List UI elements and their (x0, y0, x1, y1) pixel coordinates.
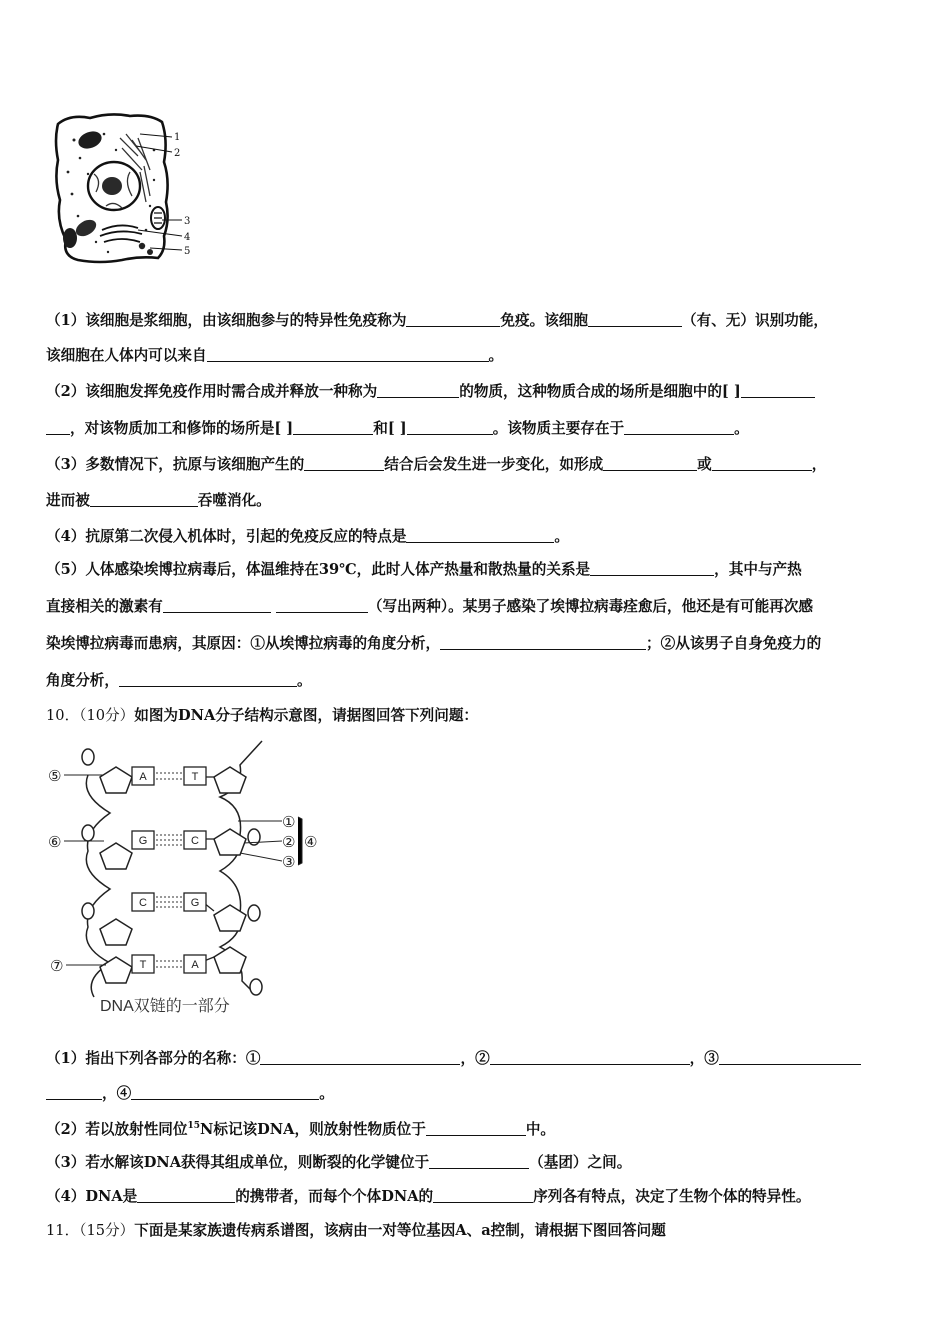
answer-blank[interactable] (406, 311, 500, 327)
q10-part1-line2: ，④ 。 (46, 1084, 334, 1104)
q11-number: 11．（15分） (46, 1222, 135, 1239)
cell-label-5: 5 (184, 246, 191, 257)
base-C: C (191, 835, 199, 847)
dna-label-3: ③ (282, 853, 296, 871)
answer-blank[interactable] (90, 491, 198, 507)
answer-blank[interactable] (304, 455, 384, 471)
base-G: G (190, 897, 200, 909)
answer-blank[interactable] (712, 455, 812, 471)
answer-blank[interactable] (490, 1049, 690, 1065)
q9-part5-line4: 角度分析， 。 (46, 672, 312, 689)
base-G: G (138, 835, 148, 847)
dna-label-4: ④ (304, 833, 318, 851)
q10-part1-line1: （1）指出下列各部分的名称：① ，② ，③ (46, 1049, 861, 1069)
answer-blank[interactable] (588, 311, 682, 327)
cell-label-3: 3 (184, 216, 191, 227)
q9-part4: （4）抗原第二次侵入机体时，引起的免疫反应的特点是 。 (46, 528, 570, 545)
answer-blank[interactable] (119, 671, 297, 687)
answer-blank[interactable] (46, 419, 70, 435)
q9-part5-line1: （5）人体感染埃博拉病毒后，体温维持在39℃，此时人体产热量和散热量的关系是 ，其中与产热 (46, 561, 802, 578)
answer-blank[interactable] (426, 1120, 526, 1136)
q9-part2-line1: （2）该细胞发挥免疫作用时需合成并释放一种称为 的物质，这种物质合成的场所是细胞中的[ ] (46, 382, 815, 402)
answer-blank[interactable] (276, 597, 368, 613)
answer-blank[interactable] (719, 1049, 861, 1065)
cell-label-1: 1 (174, 132, 181, 143)
answer-blank[interactable] (163, 597, 271, 613)
answer-blank[interactable] (624, 419, 734, 435)
answer-blank[interactable] (293, 419, 373, 435)
dna-structure-figure (44, 735, 334, 1025)
answer-blank[interactable] (46, 1084, 102, 1100)
answer-blank[interactable] (207, 346, 489, 362)
cell-label-4: 4 (184, 232, 191, 243)
answer-blank[interactable] (137, 1187, 235, 1203)
base-T: T (139, 959, 147, 971)
answer-blank[interactable] (440, 634, 646, 650)
dna-label-7: ⑦ (50, 957, 64, 975)
plasma-cell-figure (50, 110, 210, 270)
q9-part5-line3: 染埃博拉病毒而患病，其原因：①从埃博拉病毒的角度分析， ；②从该男子自身免疫力的 (46, 635, 822, 652)
dna-label-2: ② (282, 833, 296, 851)
answer-blank[interactable] (741, 382, 815, 398)
answer-blank[interactable] (429, 1153, 529, 1169)
q10-part4: （4）DNA是 的携带者，而每个个体DNA的 序列各有特点，决定了生物个体的特异性。 (46, 1188, 811, 1205)
dna-label-6: ⑥ (48, 833, 62, 851)
q10-number: 10．（10分） (46, 707, 135, 724)
base-T: T (191, 771, 199, 783)
q9-part3-line2: 进而被 吞噬消化。 (46, 492, 271, 509)
answer-blank[interactable] (433, 1187, 533, 1203)
answer-blank[interactable] (407, 419, 493, 435)
q10-title: 如图为DNA分子结构示意图，请据图回答下列问题： (134, 707, 479, 724)
q10-header (46, 706, 478, 726)
answer-blank[interactable] (603, 455, 697, 471)
base-C: C (139, 897, 147, 909)
cell-label-2: 2 (174, 148, 181, 159)
q11-title: 下面是某家族遗传病系谱图，该病由一对等位基因A、a控制，请根据下图回答问题 (134, 1222, 666, 1239)
q9-part1-line2: 该细胞在人体内可以来自 。 (46, 347, 504, 364)
answer-blank[interactable] (406, 527, 554, 543)
base-A: A (139, 771, 147, 783)
base-A: A (191, 959, 199, 971)
answer-blank[interactable] (131, 1084, 319, 1100)
answer-blank[interactable] (260, 1049, 460, 1065)
q10-part3: （3）若水解该DNA获得其组成单位，则断裂的化学键位于 （基团）之间。 (46, 1154, 632, 1171)
dna-label-5: ⑤ (48, 767, 62, 785)
dna-figure-caption: DNA双链的一部分 (100, 998, 230, 1015)
answer-blank[interactable] (377, 382, 459, 398)
q9-part1-line1: （1）该细胞是浆细胞，由该细胞参与的特异性免疫称为 免疫。该细胞 （有、无）识别功能， (46, 312, 828, 329)
q9-part5-line2: 直接相关的激素有 （写出两种）。某男子感染了埃博拉病毒痊愈后，他还是有可能再次感 (46, 598, 813, 615)
dna-label-1: ① (282, 813, 296, 831)
q9-part2-line2: ，对该物质加工和修饰的场所是[ ] 和[ ] 。该物质主要存在于 。 (46, 419, 749, 439)
q9-part3-line1: （3）多数情况下，抗原与该细胞产生的 结合后会发生进一步变化，如形成 或 ， (46, 456, 827, 473)
q11-header (46, 1221, 666, 1241)
q10-part2: （2）若以放射性同位$^{15}$N标记该DNA，则放射性物质位于 中。 (46, 1121, 556, 1138)
answer-blank[interactable] (590, 560, 714, 576)
